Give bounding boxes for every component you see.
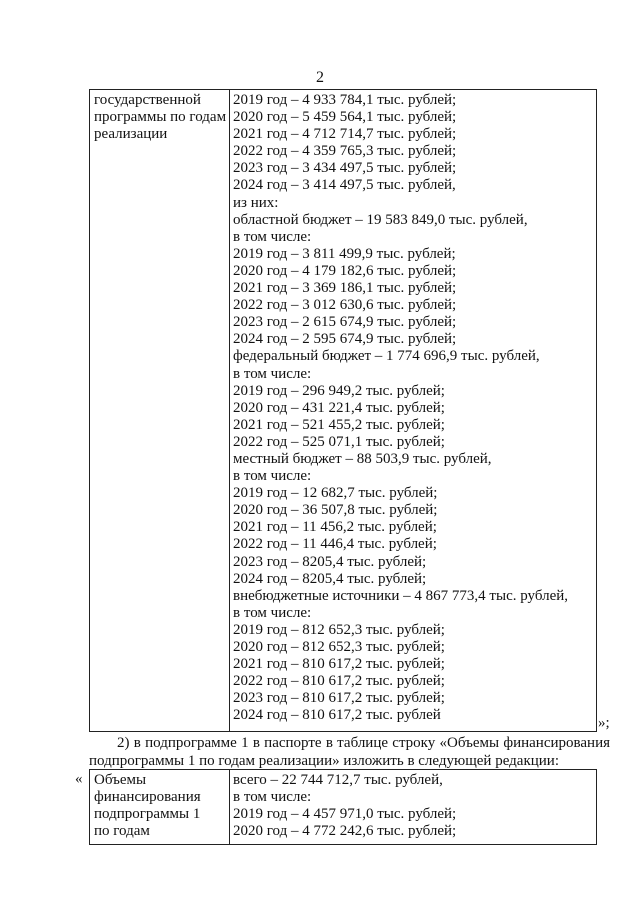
table-line: в том числе: bbox=[233, 365, 312, 382]
table-line: Объемы bbox=[94, 772, 147, 788]
table-line: из них: bbox=[233, 194, 279, 211]
page-number: 2 bbox=[316, 69, 324, 86]
table-line: по годам bbox=[94, 823, 150, 840]
table-line: 2019 год – 4 933 784,1 тыс. рублей; bbox=[233, 92, 457, 108]
table-line: 2024 год – 3 414 497,5 тыс. рублей, bbox=[233, 177, 456, 194]
table-label-cell bbox=[90, 90, 230, 731]
table-line: 2022 год – 525 071,1 тыс. рублей; bbox=[233, 433, 445, 450]
table-line: 2022 год – 4 359 765,3 тыс. рублей; bbox=[233, 143, 457, 160]
table-line: в том числе: bbox=[233, 228, 312, 245]
table-line: 2022 год – 11 446,4 тыс. рублей; bbox=[233, 536, 437, 553]
table-line: 2019 год – 4 457 971,0 тыс. рублей; bbox=[233, 806, 457, 823]
table-line: 2020 год – 4 179 182,6 тыс. рублей; bbox=[233, 262, 457, 279]
table-line: 2019 год – 296 949,2 тыс. рублей; bbox=[233, 382, 445, 399]
table-line: 2019 год – 12 682,7 тыс. рублей; bbox=[233, 485, 438, 502]
table-line: 2022 год – 3 012 630,6 тыс. рублей; bbox=[233, 297, 457, 314]
table-line: всего – 22 744 712,7 тыс. рублей, bbox=[233, 772, 443, 788]
table-line: 2021 год – 4 712 714,7 тыс. рублей; bbox=[233, 126, 457, 143]
table-line: 2021 год – 810 617,2 тыс. рублей; bbox=[233, 656, 445, 673]
table-line: в том числе: bbox=[233, 789, 312, 806]
table-value-cell bbox=[230, 90, 596, 731]
paragraph-line: 2) в подпрограмме 1 в паспорте в таблице строку «Объемы финансирования bbox=[117, 735, 610, 751]
closing-quote-mark: »; bbox=[598, 715, 610, 731]
table-line: 2021 год – 11 456,2 тыс. рублей; bbox=[233, 519, 437, 536]
paragraph-line: подпрограммы 1 по годам реализации» изложить в следующей редакции: bbox=[89, 752, 559, 769]
table-line: 2022 год – 810 617,2 тыс. рублей; bbox=[233, 673, 445, 690]
table-line: 2019 год – 3 811 499,9 тыс. рублей; bbox=[233, 245, 456, 262]
table-line: 2023 год – 810 617,2 тыс. рублей; bbox=[233, 690, 445, 707]
amendment-paragraph bbox=[89, 735, 610, 770]
opening-quote-mark: « bbox=[75, 771, 83, 787]
table-line: 2020 год – 812 652,3 тыс. рублей; bbox=[233, 639, 445, 655]
table-line: областной бюджет – 19 583 849,0 тыс. рублей, bbox=[233, 211, 528, 228]
table-label-cell bbox=[90, 770, 230, 844]
table-value-cell bbox=[230, 770, 596, 844]
table-line: 2023 год – 3 434 497,5 тыс. рублей; bbox=[233, 160, 457, 177]
table-line: 2020 год – 431 221,4 тыс. рублей; bbox=[233, 399, 445, 416]
financing-table bbox=[89, 89, 597, 732]
table-line: внебюджетные источники – 4 867 773,4 тыс. рублей, bbox=[233, 587, 569, 604]
table-line: федеральный бюджет – 1 774 696,9 тыс. рублей, bbox=[233, 348, 540, 365]
table-line: 2019 год – 812 652,3 тыс. рублей; bbox=[233, 621, 445, 638]
table-line: 2020 год – 36 507,8 тыс. рублей; bbox=[233, 502, 438, 519]
table-line: 2020 год – 4 772 242,6 тыс. рублей; bbox=[233, 823, 457, 840]
table-line: государственной bbox=[94, 92, 201, 108]
table-line: в том числе: bbox=[233, 604, 312, 621]
table-line: 2024 год – 810 617,2 тыс. рублей bbox=[233, 707, 441, 724]
table-line: программы по годам bbox=[94, 109, 227, 126]
table-line: 2021 год – 521 455,2 тыс. рублей; bbox=[233, 416, 445, 433]
table-line: 2020 год – 5 459 564,1 тыс. рублей; bbox=[233, 109, 457, 126]
table-line: 2023 год – 8205,4 тыс. рублей; bbox=[233, 553, 427, 570]
table-line: в том числе: bbox=[233, 468, 312, 485]
table-line: 2023 год – 2 615 674,9 тыс. рублей; bbox=[233, 314, 457, 331]
table-line: подпрограммы 1 bbox=[94, 806, 201, 823]
table-line: местный бюджет – 88 503,9 тыс. рублей, bbox=[233, 450, 492, 467]
table-line: 2021 год – 3 369 186,1 тыс. рублей; bbox=[233, 280, 457, 297]
table-line: финансирования bbox=[94, 789, 201, 806]
table-line: 2024 год – 8205,4 тыс. рублей; bbox=[233, 570, 427, 587]
table-line: реализации bbox=[94, 126, 168, 143]
table-line: 2024 год – 2 595 674,9 тыс. рублей; bbox=[233, 331, 457, 348]
subprogram-financing-table bbox=[89, 769, 597, 845]
